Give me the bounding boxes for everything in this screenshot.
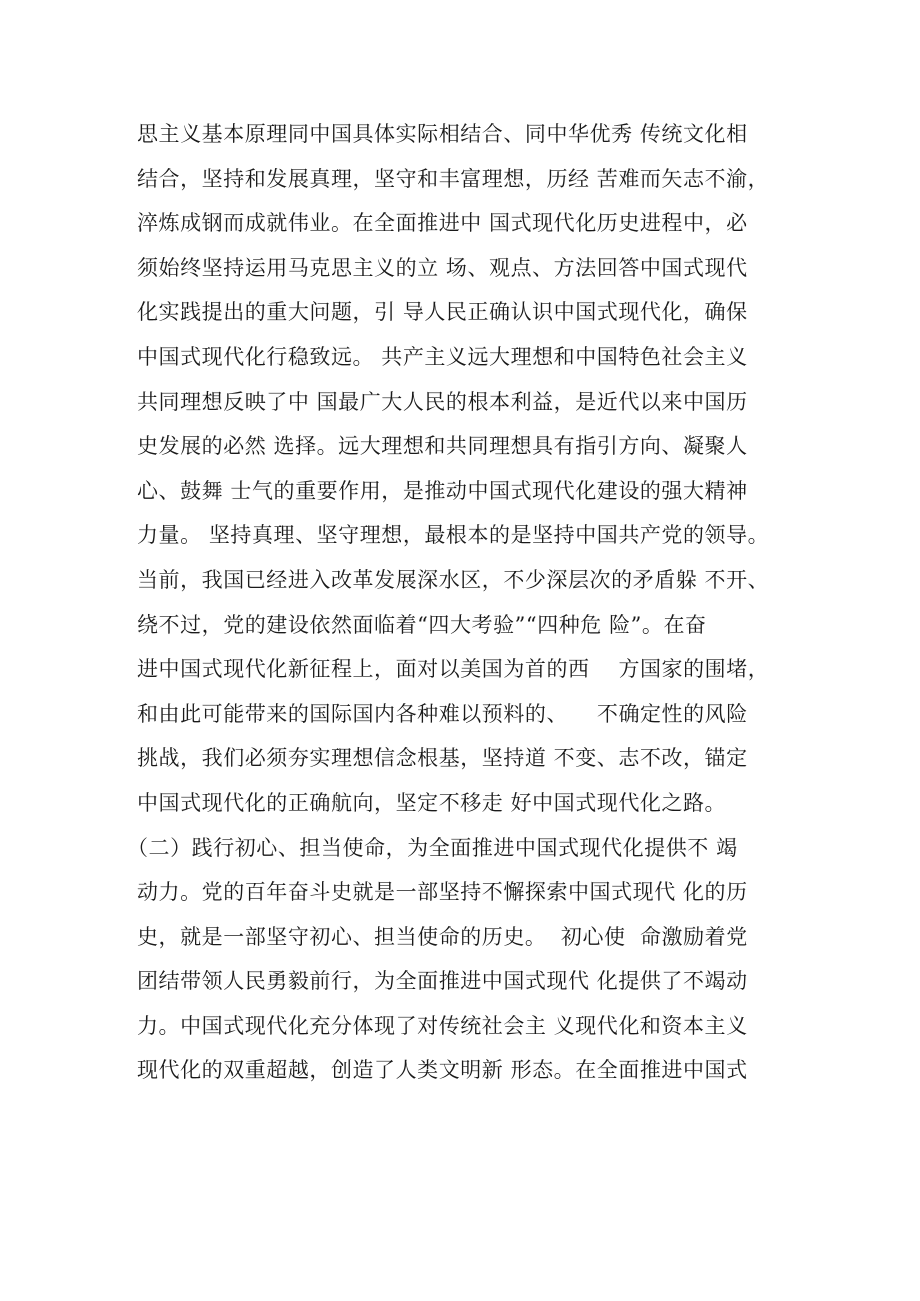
- text-line: 须始终坚持运用马克思主义的立 场、观点、方法回答中国式现代: [137, 255, 748, 280]
- text-line: 力量。 坚持真理、坚守理想，最根本的是坚持中国共产党的领导。: [137, 523, 770, 548]
- text-line: 现代化的双重超越，创造了人类文明新 形态。在全面推进中国式: [137, 1058, 748, 1083]
- text-line: 进中国式现代化新征程上，面对以美国为首的西 方国家的围堵，: [137, 657, 770, 682]
- text-line: 心、鼓舞 士气的重要作用，是推动中国式现代化建设的强大精神: [137, 478, 748, 503]
- text-line: 史，就是一部坚守初心、担当使命的历史。 初心使 命激励着党: [137, 924, 748, 949]
- text-line: 化实践提出的重大问题，引 导人民正确认识中国式现代化，确保: [137, 300, 748, 325]
- text-line: 淬炼成钢而成就伟业。在全面推进中 国式现代化历史进程中，必: [137, 211, 748, 236]
- text-line: 动力。党的百年奋斗史就是一部坚持不懈探索中国式现代 化的历: [137, 880, 748, 905]
- text-line: 挑战，我们必须夯实理想信念根基，坚持道 不变、志不改，锚定: [137, 746, 748, 771]
- text-line: 中国式现代化的正确航向，坚定不移走 好中国式现代化之路。: [137, 790, 727, 815]
- text-line: 当前，我国已经进入改革发展深水区，不少深层次的矛盾躲 不开、: [137, 567, 770, 592]
- text-line: 和由此可能带来的国际国内各种难以预料的、 不确定性的风险: [137, 701, 748, 726]
- text-line: 中国式现代化行稳致远。 共产主义远大理想和中国特色社会主义: [137, 344, 748, 369]
- text-line: 团结带领人民勇毅前行，为全面推进中国式现代 化提供了不竭动: [137, 969, 748, 994]
- text-line: 力。中国式现代化充分体现了对传统社会主 义现代化和资本主义: [137, 1013, 748, 1038]
- text-line: 结合，坚持和发展真理，坚守和丰富理想，历经 苦难而矢志不渝，: [137, 166, 770, 191]
- text-line: 绕不过，党的建设依然面临着“四大考验”“四种危 险”。在奋: [137, 612, 707, 637]
- text-line: 史发展的必然 选择。远大理想和共同理想具有指引方向、凝聚人: [137, 434, 748, 459]
- section-heading-line: （二）践行初心、担当使命，为全面推进中国式现代化提供不 竭: [127, 835, 738, 860]
- text-line: 思主义基本原理同中国具体实际相结合、同中华优秀 传统文化相: [137, 122, 748, 146]
- text-line: 共同理想反映了中 国最广大人民的根本利益，是近代以来中国历: [137, 389, 748, 414]
- body-text: [127, 112, 797, 1093]
